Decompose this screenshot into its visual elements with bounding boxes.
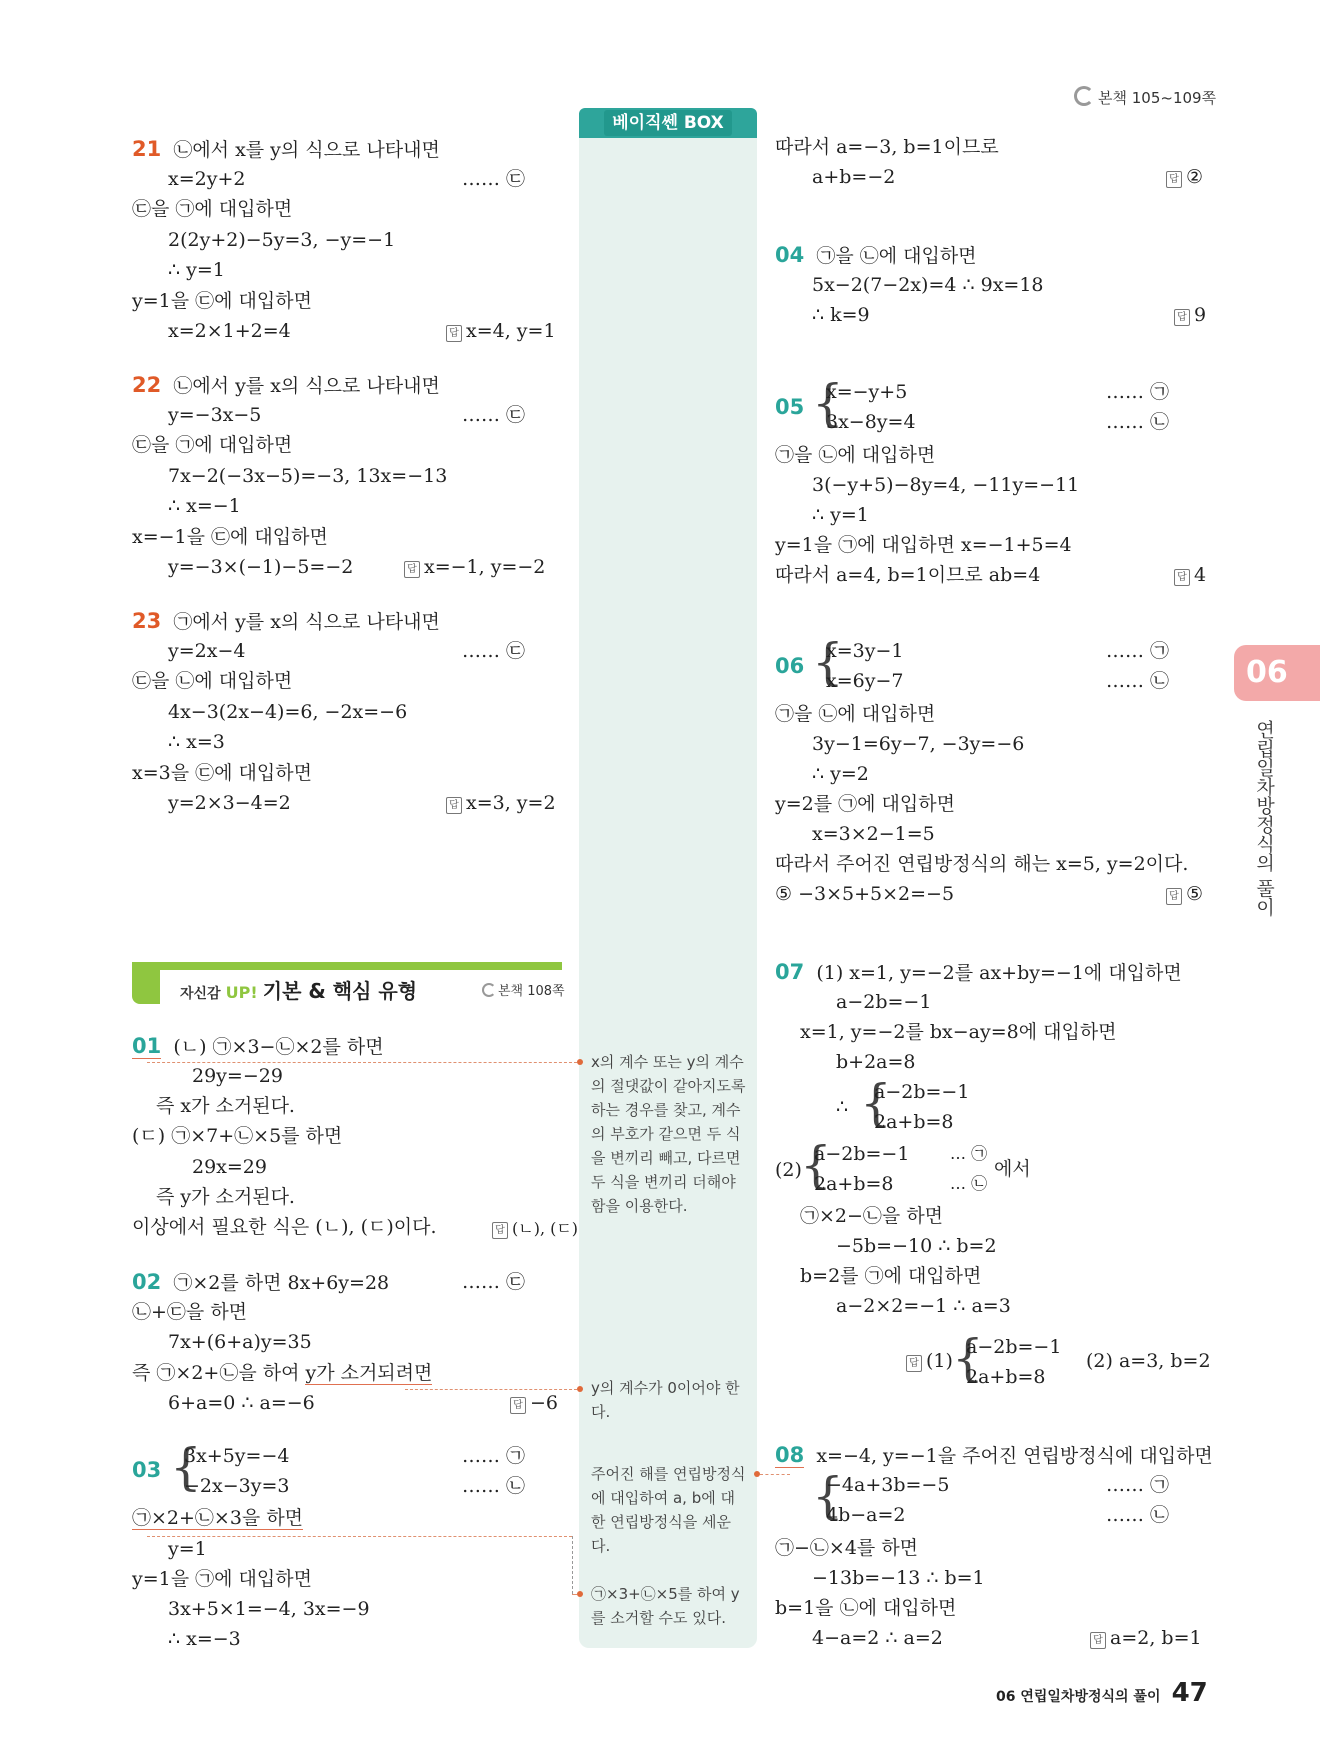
equation-label: …… ㉢: [462, 640, 526, 662]
problem-03-line-2: y=1: [168, 1538, 207, 1560]
problem-01-line-4: (ㄷ) ㉠×7+㉡×5를 하면: [132, 1125, 343, 1147]
system-brace: {: [170, 1438, 202, 1496]
problem-06-line-7: ⑤ −3×5+5×2=−5: [775, 883, 955, 905]
answer-mark-icon: 답: [906, 1355, 922, 1372]
problem-23-line-4: 4x−3(2x−4)=6, −2x=−6: [168, 701, 408, 723]
problem-06-line-1: ㉠을 ㉡에 대입하면: [775, 703, 936, 725]
problem-21-line-1: 21 ㉡에서 x를 y의 식으로 나타내면: [132, 137, 440, 161]
problem-07-line-3: x=1, y=−2를 bx−ay=8에 대입하면: [800, 1021, 1117, 1043]
problem-22-line-3: ㉢을 ㉠에 대입하면: [132, 434, 293, 456]
problem-number: 03: [132, 1458, 162, 1482]
problem-23-line-3: ㉢을 ㉡에 대입하면: [132, 670, 293, 692]
connector-line: [147, 1062, 577, 1063]
problem-number: 06: [775, 654, 805, 678]
system-eq-2: 2a+b=8: [874, 1111, 954, 1133]
problem-23-line-5: ∴ x=3: [168, 731, 225, 753]
answer-mark-icon: 답: [446, 325, 462, 342]
problem-07-line-4: b+2a=8: [836, 1051, 916, 1073]
problem-number: 23: [132, 609, 162, 633]
problem-05-line-4: y=1을 ㉠에 대입하면 x=−1+5=4: [775, 534, 1072, 556]
system-brace: {: [952, 1329, 984, 1387]
answer: 답 x=4, y=1: [446, 320, 556, 342]
page-number: 47: [1171, 1678, 1208, 1708]
problem-22-line-5: ∴ x=−1: [168, 495, 241, 517]
problem-08-line-1: 08 x=−4, y=−1을 주어진 연립방정식에 대입하면: [775, 1443, 1213, 1467]
right-top-line-1: 따라서 a=−3, b=1이므로: [775, 136, 999, 158]
therefore-symbol: ∴: [836, 1096, 849, 1118]
problem-22-line-1: 22 ㉡에서 y를 x의 식으로 나타내면: [132, 373, 440, 397]
problem-02-line-4: 즉 ㉠×2+㉡을 하여 y가 소거되려면: [132, 1362, 433, 1384]
answer-mark-icon: 답: [1174, 309, 1190, 326]
answer-mark-icon: 답: [1166, 171, 1182, 188]
system-eq-2: 2a+b=8: [966, 1366, 1046, 1388]
system-eq-1: a−2b=−1: [966, 1336, 1062, 1358]
problem-22-line-4: 7x−2(−3x−5)=−3, 13x=−13: [168, 465, 448, 487]
system-eq-2: 4b−a=2: [826, 1504, 906, 1526]
problem-03-line-4: 3x+5×1=−4, 3x=−9: [168, 1598, 370, 1620]
box-tip-1: x의 계수 또는 y의 계수의 절댓값이 같아지도록 하는 경우를 찾고, 계수의 부호가 같으면 두 식을 변끼리 빼고, 다르면 두 식을 변끼리 더해야 함을 이용한다.: [591, 1053, 746, 1215]
problem-08-line-3: −13b=−13 ∴ b=1: [812, 1567, 985, 1589]
answer: (2) a=3, b=2: [1086, 1350, 1211, 1372]
problem-08-line-2: ㉠−㉡×4를 하면: [775, 1537, 919, 1559]
chapter-tab: 06: [1234, 645, 1320, 701]
answer-mark-icon: 답: [1174, 569, 1190, 586]
equation-label: … ㉠: [950, 1144, 988, 1163]
problem-22-line-2: y=−3x−5: [168, 404, 262, 426]
problem-04-line-2: 5x−2(7−2x)=4 ∴ 9x=18: [812, 274, 1044, 296]
problem-02-line-2: ㉡+㉢을 하면: [132, 1301, 248, 1323]
part-2-suffix: 에서: [994, 1158, 1031, 1180]
answer-mark-icon: 답: [1090, 1632, 1106, 1649]
problem-07-line-5: ㉠×2−㉡을 하면: [800, 1205, 944, 1227]
problem-06-line-2: 3y−1=6y−7, −3y=−6: [812, 733, 1025, 755]
system-eq-1: −4a+3b=−5: [826, 1474, 950, 1496]
system-brace: {: [812, 633, 844, 691]
problem-05-line-5: 따라서 a=4, b=1이므로 ab=4: [775, 564, 1041, 586]
problem-03-line-5: ∴ x=−3: [168, 1628, 241, 1650]
problem-number: 08: [775, 1443, 805, 1467]
problem-07-line-8: a−2×2=−1 ∴ a=3: [836, 1295, 1011, 1317]
answer-mark-icon: 답: [492, 1222, 508, 1239]
equation-label: …… ㉡: [1106, 411, 1170, 433]
box-tip-2: y의 계수가 0이어야 한다.: [591, 1379, 740, 1421]
problem-04-line-3: ∴ k=9: [812, 304, 870, 326]
system-eq-2: x=6y−7: [826, 670, 904, 692]
equation-label: …… ㉡: [462, 1475, 526, 1497]
problem-23-line-2: y=2x−4: [168, 640, 246, 662]
problem-02-line-3: 7x+(6+a)y=35: [168, 1331, 312, 1353]
problem-23-line-6: x=3을 ㉢에 대입하면: [132, 762, 312, 784]
section-header: [132, 962, 565, 1004]
problem-02-line-1: 02 ㉠×2를 하면 8x+6y=28: [132, 1270, 390, 1294]
answer: 답 x=3, y=2: [446, 792, 556, 814]
box-tip-4: ㉠×3+㉡×5를 하여 y를 소거할 수도 있다.: [591, 1585, 740, 1627]
equation-label: …… ㉢: [462, 1271, 526, 1293]
problem-number: 22: [132, 373, 162, 397]
problem-number: 02: [132, 1270, 162, 1294]
problem-01-line-7: 이상에서 필요한 식은 (ㄴ), (ㄷ)이다.: [132, 1216, 437, 1238]
problem-05-line-1: ㉠을 ㉡에 대입하면: [775, 444, 936, 466]
system-eq-1: a−2b=−1: [814, 1143, 910, 1165]
system-eq-1: 3x+5y=−4: [184, 1445, 290, 1467]
problem-number: 01: [132, 1034, 162, 1058]
connector-dot: [577, 1386, 583, 1392]
problem-08-line-4: b=1을 ㉡에 대입하면: [775, 1597, 957, 1619]
refresh-icon: [1074, 86, 1094, 106]
problem-01-line-1: 01 (ㄴ) ㉠×3−㉡×2를 하면: [132, 1034, 384, 1058]
answer-mark-icon: 답: [510, 1397, 526, 1414]
equation-label: …… ㉠: [1106, 640, 1170, 662]
problem-07-line-2: a−2b=−1: [836, 991, 932, 1013]
equation-label: …… ㉢: [462, 168, 526, 190]
refresh-icon: [482, 983, 496, 997]
answer-mark-icon: 답: [446, 797, 462, 814]
system-brace: {: [812, 1467, 844, 1525]
part-2-label: (2): [775, 1159, 802, 1181]
answer-mark-icon: 답: [404, 561, 420, 578]
problem-01-line-2: 29y=−29: [192, 1065, 283, 1087]
problem-03-line-3: y=1을 ㉠에 대입하면: [132, 1568, 312, 1590]
answer: 답 (1): [906, 1350, 953, 1372]
system-eq-1: a−2b=−1: [874, 1081, 970, 1103]
equation-label: … ㉡: [950, 1174, 988, 1193]
problem-21-line-7: x=2×1+2=4: [168, 320, 291, 342]
problem-23-line-1: 23 ㉠에서 y를 x의 식으로 나타내면: [132, 609, 440, 633]
problem-07-line-1: 07 (1) x=1, y=−2를 ax+by=−1에 대입하면: [775, 960, 1182, 984]
system-eq-1: x=3y−1: [826, 640, 904, 662]
problem-number: 07: [775, 960, 805, 984]
problem-06-line-3: ∴ y=2: [812, 763, 869, 785]
header-ref: 본책 105~109쪽: [1074, 86, 1216, 108]
system-brace: {: [800, 1136, 832, 1194]
problem-03-line-1: ㉠×2+㉡×3을 하면: [132, 1507, 304, 1529]
problem-05-line-2: 3(−y+5)−8y=4, −11y=−11: [812, 474, 1080, 496]
equation-label: …… ㉢: [462, 404, 526, 426]
connector-line: [405, 1389, 577, 1390]
box-title: 베이직쎈 BOX: [604, 110, 732, 136]
connector-line: [572, 1536, 573, 1594]
system-brace: {: [860, 1074, 892, 1132]
system-eq-2: 3x−8y=4: [826, 411, 916, 433]
problem-21-line-3: ㉢을 ㉠에 대입하면: [132, 198, 293, 220]
connector-dot: [577, 1591, 583, 1597]
connector-dot: [577, 1059, 583, 1065]
connector-line: [760, 1474, 790, 1475]
footer-title: 06 연립일차방정식의 풀이: [996, 1689, 1161, 1705]
section-title: 기본 & 핵심 유형: [262, 979, 418, 1003]
system-eq-1: x=−y+5: [826, 381, 908, 403]
equation-label: …… ㉡: [1106, 1504, 1170, 1526]
answer: 답 4: [1174, 564, 1206, 586]
problem-21-line-4: 2(2y+2)−5y=3, −y=−1: [168, 229, 396, 251]
problem-02-line-5: 6+a=0 ∴ a=−6: [168, 1392, 315, 1414]
connector-dot: [754, 1471, 760, 1477]
problem-07-line-7: b=2를 ㉠에 대입하면: [800, 1265, 982, 1287]
system-eq-2: −2x−3y=3: [184, 1475, 290, 1497]
answer: 답 −6: [510, 1392, 558, 1414]
problem-06-line-5: x=3×2−1=5: [812, 823, 935, 845]
equation-label: …… ㉠: [462, 1445, 526, 1467]
answer: 답 9: [1174, 304, 1206, 326]
answer: 답 ②: [1166, 166, 1203, 188]
problem-01-line-3: 즉 x가 소거된다.: [156, 1095, 295, 1117]
problem-number: 04: [775, 243, 805, 267]
section-badge: 자신감: [180, 986, 221, 1002]
box-tip-3: 주어진 해를 연립방정식에 대입하여 a, b에 대한 연립방정식을 세운다.: [591, 1465, 746, 1555]
problem-22-line-7: y=−3×(−1)−5=−2: [168, 556, 354, 578]
section-ref: 본책 108쪽: [482, 980, 565, 999]
answer: 답 ⑤: [1166, 883, 1203, 905]
section-up: UP!: [225, 983, 258, 1002]
equation-label: …… ㉡: [1106, 670, 1170, 692]
answer-mark-icon: 답: [1166, 888, 1182, 905]
chapter-title-vertical: 연립일차방정식의 풀이: [1253, 720, 1275, 917]
equation-label: …… ㉠: [1106, 381, 1170, 403]
problem-21-line-2: x=2y+2: [168, 168, 246, 190]
problem-22-line-6: x=−1을 ㉢에 대입하면: [132, 526, 328, 548]
problem-05-line-3: ∴ y=1: [812, 504, 869, 526]
problem-01-line-5: 29x=29: [192, 1156, 267, 1178]
footer: [996, 1678, 1208, 1708]
problem-04-line-1: 04 ㉠을 ㉡에 대입하면: [775, 243, 977, 267]
problem-07-line-6: −5b=−10 ∴ b=2: [836, 1235, 997, 1257]
problem-23-line-7: y=2×3−4=2: [168, 792, 291, 814]
right-top-line-2: a+b=−2: [812, 166, 896, 188]
problem-01-line-6: 즉 y가 소거된다.: [156, 1186, 295, 1208]
answer: 답 x=−1, y=−2: [404, 556, 545, 578]
equation-label: …… ㉠: [1106, 1474, 1170, 1496]
system-eq-2: 2a+b=8: [814, 1173, 894, 1195]
answer: 답 a=2, b=1: [1090, 1627, 1202, 1649]
problem-21-line-6: y=1을 ㉢에 대입하면: [132, 290, 312, 312]
problem-number: 21: [132, 137, 162, 161]
problem-06-line-4: y=2를 ㉠에 대입하면: [775, 793, 955, 815]
problem-number: 05: [775, 395, 805, 419]
system-brace: {: [812, 374, 844, 432]
problem-21-line-5: ∴ y=1: [168, 259, 225, 281]
connector-line: [147, 1536, 572, 1537]
problem-06-line-6: 따라서 주어진 연립방정식의 해는 x=5, y=2이다.: [775, 853, 1189, 875]
answer: 답 (ㄴ), (ㄷ): [492, 1216, 578, 1239]
problem-08-line-5: 4−a=2 ∴ a=2: [812, 1627, 943, 1649]
